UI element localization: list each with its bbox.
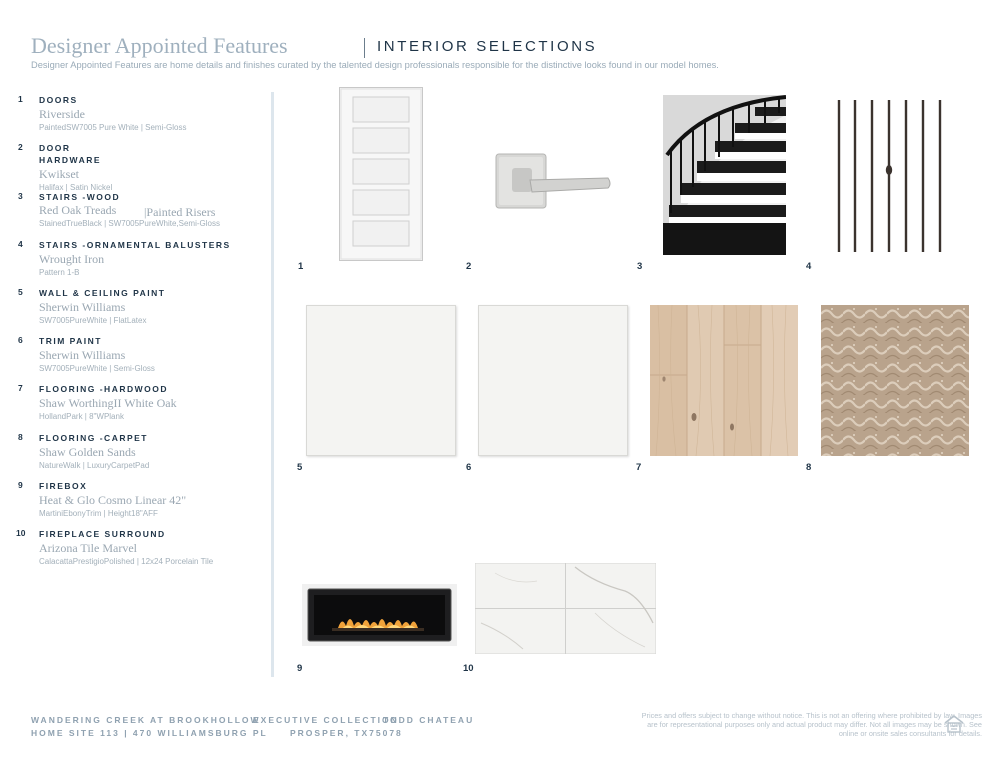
item-name: Shaw WorthingII White Oak (39, 396, 177, 410)
item-name: Wrought Iron (39, 252, 105, 266)
item-spec: SW7005PureWhite | FlatLatex (39, 316, 147, 325)
item-number: 1 (18, 94, 23, 104)
item-category: STAIRS -ORNAMENTAL BALUSTERS (39, 240, 231, 250)
item-name: Sherwin Williams (39, 300, 126, 314)
footer-plan: TODD CHATEAU (383, 715, 475, 725)
item-category: DOOR HARDWARE (39, 143, 102, 165)
item-spec: CalacattaPrestigioPolished | 12x24 Porcelain Tile (39, 557, 214, 566)
vertical-divider (271, 92, 274, 677)
item-spec: Pattern 1-B (39, 268, 80, 277)
item-category: FLOORING -HARDWOOD (39, 384, 168, 394)
tile-label-1: 1 (298, 261, 304, 272)
item-number: 3 (18, 191, 23, 201)
item-number: 4 (18, 239, 23, 249)
item-spec: StainedTrueBlack | SW7005PureWhite,Semi-Gloss (39, 219, 220, 228)
wall-paint-swatch (306, 305, 456, 456)
item-number: 7 (18, 383, 23, 393)
tile-label-4: 4 (806, 261, 812, 272)
item-category: FLOORING -CARPET (39, 433, 148, 443)
tile-label-2: 2 (466, 261, 472, 272)
footer-disclaimer: Prices and offers subject to change without notice. This is not an offering where prohibited by law. Images are for representational purposes only and actual product may differ. Not all images may be shown. See online or onsite sales consultants for details. (641, 711, 982, 738)
item-name: Sherwin Williams (39, 348, 126, 362)
door-swatch (339, 87, 423, 261)
item-name: Heat & Glo Cosmo Linear 42" (39, 493, 187, 507)
tile-label-8: 8 (806, 462, 812, 473)
tile-label-10: 10 (463, 663, 474, 674)
item-name: Arizona Tile Marvel (39, 541, 137, 555)
hardwood-swatch (650, 305, 798, 456)
item-number: 6 (18, 335, 23, 345)
tile-label-9: 9 (297, 663, 303, 674)
firebox-swatch (302, 584, 457, 646)
equal-housing-icon (943, 713, 965, 735)
tile-label-5: 5 (297, 462, 303, 473)
item-name: Red Oak Treads (39, 203, 117, 217)
lever-handle-swatch (492, 150, 614, 212)
item-spec: HollandPark | 8"WPlank (39, 412, 124, 421)
item-spec: Halifax | Satin Nickel (39, 183, 113, 192)
item-category: FIREBOX (39, 481, 88, 491)
item-category: DOORS (39, 95, 78, 105)
stairs-swatch (663, 95, 786, 255)
footer-collection: EXECUTIVE COLLECTION (253, 715, 399, 725)
item-name-secondary: |Painted Risers (144, 205, 216, 219)
footer-homesite: HOME SITE 113 | 470 WILLIAMSBURG PL (31, 728, 268, 738)
footer-city: PROSPER, TX75078 (290, 728, 403, 738)
item-spec: NatureWalk | LuxuryCarpetPad (39, 461, 150, 470)
item-category: STAIRS -WOOD (39, 192, 121, 202)
trim-paint-swatch (478, 305, 628, 456)
page-title: Designer Appointed Features (31, 33, 288, 58)
item-name: Shaw Golden Sands (39, 445, 136, 459)
tile-label-3: 3 (637, 261, 643, 272)
item-name: Kwikset (39, 167, 79, 181)
page-description: Designer Appointed Features are home details and finishes curated by the talented design professionals responsible for the distinctive looks found in our model homes. (31, 60, 719, 70)
item-category: FIREPLACE SURROUND (39, 529, 166, 539)
item-spec: SW7005PureWhite | Semi-Gloss (39, 364, 155, 373)
item-category: TRIM PAINT (39, 336, 103, 346)
tile-label-7: 7 (636, 462, 642, 473)
marble-tile-swatch (475, 563, 656, 654)
tile-label-6: 6 (466, 462, 472, 473)
item-number: 10 (16, 528, 26, 538)
item-category: WALL & CEILING PAINT (39, 288, 166, 298)
item-number: 2 (18, 142, 23, 152)
footer-community: WANDERING CREEK AT BROOKHOLLOW (31, 715, 261, 725)
balusters-swatch (832, 98, 946, 254)
item-spec: PaintedSW7005 Pure White | Semi-Gloss (39, 123, 187, 132)
item-spec: MartiniEbonyTrim | Height18"AFF (39, 509, 158, 518)
item-number: 8 (18, 432, 23, 442)
item-name: Riverside (39, 107, 85, 121)
title-separator (364, 38, 365, 58)
page-subtitle: INTERIOR SELECTIONS (377, 38, 598, 55)
item-number: 9 (18, 480, 23, 490)
item-number: 5 (18, 287, 23, 297)
carpet-swatch (821, 305, 969, 456)
